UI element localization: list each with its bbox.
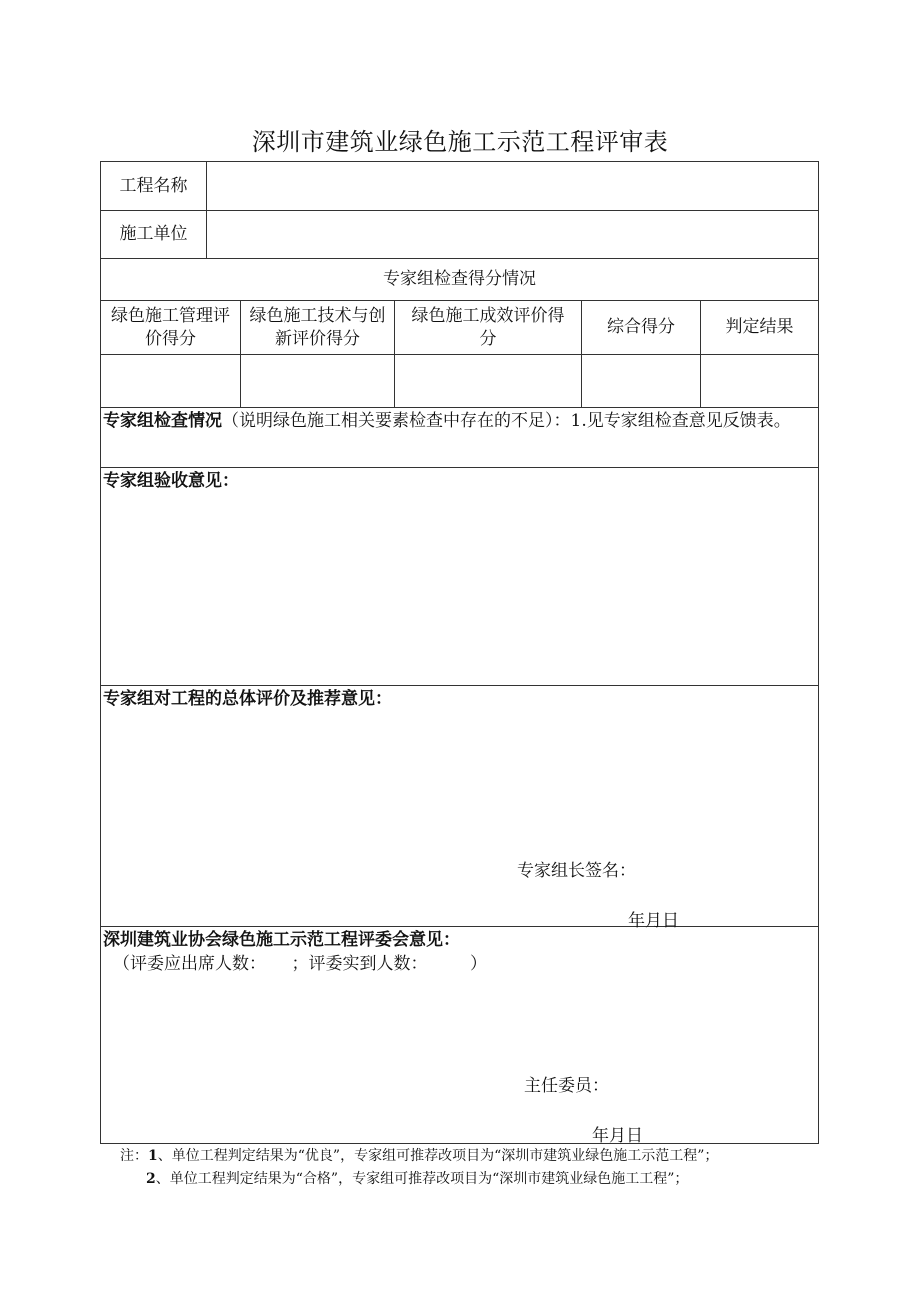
note-number-1: 1 [148, 1148, 158, 1164]
page-title: 深圳市建筑业绿色施工示范工程评审表 [251, 128, 669, 156]
note-prefix: 注： [120, 1148, 148, 1164]
acceptance-opinion-label: 专家组验收意见： [103, 471, 239, 491]
footnotes [120, 1145, 718, 1191]
column-header-effectiveness: 绿色施工成效评价得分 [411, 305, 565, 349]
chair-signature-label: 主任委员： [524, 1076, 609, 1096]
judgement-field[interactable] [701, 355, 818, 407]
column-header-management: 绿色施工管理评价得分 [111, 305, 230, 349]
overall-evaluation-label: 专家组对工程的总体评价及推荐意见： [103, 689, 392, 709]
note-line-2 [120, 1168, 718, 1191]
overall-date-label: 年月日 [628, 911, 679, 931]
construction-unit-label: 施工单位 [119, 224, 188, 244]
technology-score-field[interactable] [241, 355, 394, 407]
project-name-label: 工程名称 [119, 175, 188, 196]
inspection-section [103, 409, 813, 434]
note-text-1: 、单位工程判定结果为“优良”，专家组可推荐改项目为“深圳市建筑业绿色施工示范工程”； [157, 1148, 719, 1164]
attendance-text: （评委应出席人数： ；评委实到人数： ） [113, 954, 487, 974]
row-divider [101, 407, 818, 408]
project-name-field[interactable] [207, 162, 818, 210]
score-section-heading: 专家组检查得分情况 [383, 269, 536, 289]
note-number-2: 2 [146, 1171, 156, 1187]
column-header-technology: 绿色施工技术与创新评价得分 [249, 305, 386, 349]
note-line-1 [120, 1145, 718, 1168]
column-header-judgement: 判定结果 [725, 317, 794, 337]
row-divider [101, 467, 818, 468]
inspection-label: 专家组检查情况 [103, 411, 222, 431]
total-score-field[interactable] [582, 355, 700, 407]
committee-date-label: 年月日 [592, 1126, 643, 1146]
row-divider [101, 685, 818, 686]
construction-unit-field[interactable] [207, 211, 818, 258]
leader-signature-label: 专家组长签名： [517, 861, 636, 881]
committee-opinion-label: 深圳建筑业协会绿色施工示范工程评委会意见： [103, 930, 460, 950]
management-score-field[interactable] [101, 355, 240, 407]
inspection-text: （说明绿色施工相关要素检查中存在的不足）：1.见专家组检查意见反馈表。 [222, 411, 791, 431]
review-form [100, 161, 819, 1144]
row-divider [101, 926, 818, 927]
note-text-2: 、单位工程判定结果为“合格”，专家组可推荐改项目为“深圳市建筑业绿色施工工程”； [155, 1171, 689, 1187]
column-header-total-score: 综合得分 [607, 317, 675, 337]
effectiveness-score-field[interactable] [395, 355, 581, 407]
